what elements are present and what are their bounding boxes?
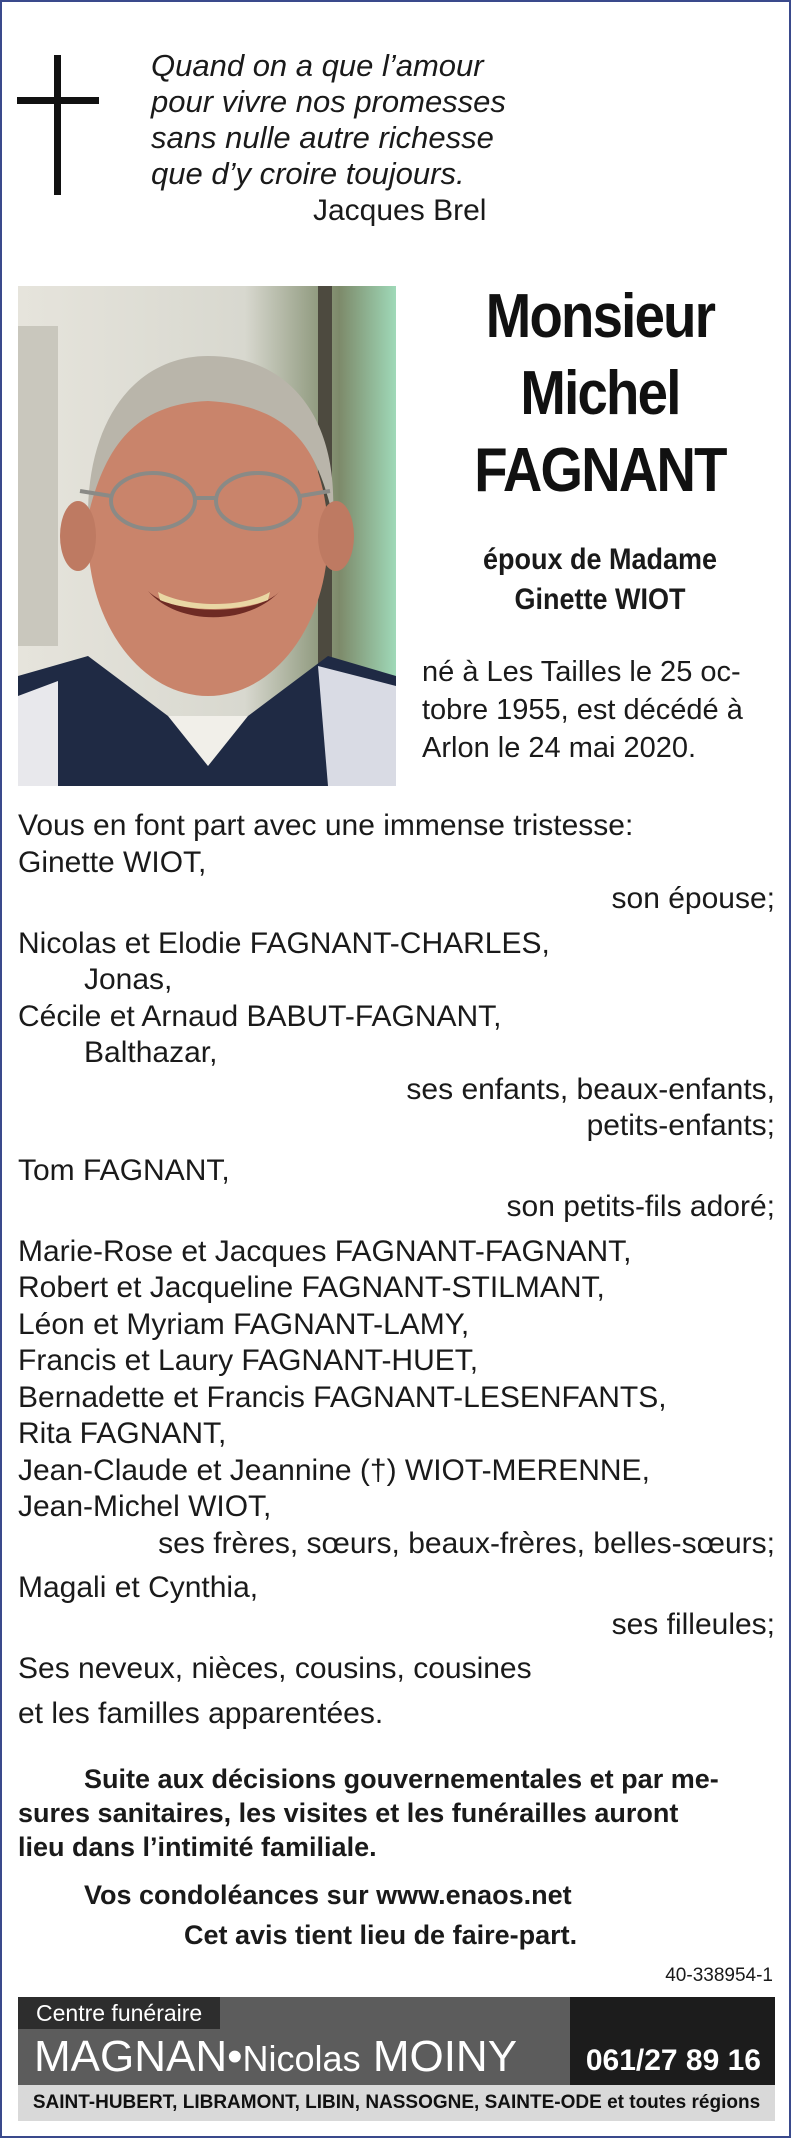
condolences-line: Vos condoléances sur www.enaos.net bbox=[84, 1880, 572, 1910]
goddaughters-role: ses filleules; bbox=[611, 1607, 775, 1641]
brand-first: Nicolas bbox=[242, 2038, 361, 2079]
extended-family: et les familles apparentées. bbox=[18, 1696, 384, 1730]
children-role: petits-enfants; bbox=[586, 1109, 775, 1142]
banner-tag: Centre funéraire bbox=[18, 1997, 220, 2029]
sibling-entry: Bernadette et Francis FAGNANT-LESENFANTS, bbox=[18, 1380, 667, 1414]
first-name: Michel bbox=[520, 359, 680, 428]
notice-block bbox=[18, 1762, 775, 1952]
brand-last: MOINY bbox=[372, 2032, 518, 2081]
spouse-line bbox=[443, 540, 758, 620]
birth-line: né à Les Tailles le 25 oc- bbox=[422, 656, 741, 688]
sibling-entry: Jean-Michel WIOT, bbox=[18, 1490, 272, 1523]
sibling-entry: Rita FAGNANT, bbox=[18, 1417, 227, 1450]
spouse-line-1: époux de Madame bbox=[482, 543, 718, 576]
siblings-role: ses frères, sœurs, beaux-frères, belles-sœurs; bbox=[158, 1526, 775, 1560]
intro: Vous en font part avec une immense tristesse: bbox=[18, 809, 634, 842]
phone-number: 061/27 89 16 bbox=[585, 2044, 761, 2077]
extended-family: Ses neveux, nièces, cousins, cousines bbox=[18, 1652, 532, 1685]
child-entry: Nicolas et Elodie FAGNANT-CHARLES, bbox=[18, 926, 550, 960]
quote-line: sans nulle autre richesse bbox=[151, 120, 494, 155]
goddaughters: Magali et Cynthia, bbox=[18, 1571, 259, 1604]
quote-line: pour vivre nos promesses bbox=[151, 84, 506, 119]
birth-line: Arlon le 24 mai 2020. bbox=[422, 732, 697, 764]
reference-number: 40-338954-1 bbox=[665, 1965, 773, 1986]
grandchild-entry: Balthazar, bbox=[84, 1036, 218, 1069]
sibling-entry: Jean-Claude et Jeannine (†) WIOT-MERENNE, bbox=[18, 1453, 650, 1487]
faire-part-line: Cet avis tient lieu de faire-part. bbox=[184, 1920, 578, 1950]
spouse-line-2: Ginette WIOT bbox=[514, 583, 686, 616]
sibling-entry: Léon et Myriam FAGNANT-LAMY, bbox=[18, 1307, 470, 1341]
notice-line: lieu dans l’intimité familiale. bbox=[18, 1832, 377, 1862]
cross-icon bbox=[17, 55, 99, 195]
child-entry: Cécile et Arnaud BABUT-FAGNANT, bbox=[18, 999, 502, 1033]
grandson-role: son petits-fils adoré; bbox=[506, 1190, 775, 1223]
quote bbox=[151, 48, 506, 192]
portrait-photo bbox=[18, 286, 396, 786]
last-name: FAGNANT bbox=[474, 436, 726, 505]
deceased-name bbox=[425, 278, 775, 509]
grandson: Tom FAGNANT, bbox=[18, 1153, 230, 1187]
brand-main: MAGNAN bbox=[34, 2032, 228, 2081]
quote-line: Quand on a que l’amour bbox=[151, 48, 484, 83]
funeral-home-banner bbox=[18, 1997, 775, 2121]
spouse-role: son épouse; bbox=[611, 882, 775, 915]
honorific: Monsieur bbox=[485, 282, 715, 351]
quote-author: Jacques Brel bbox=[313, 194, 487, 227]
birth-line: tobre 1955, est décédé à bbox=[422, 694, 743, 726]
children-role: ses enfants, beaux-enfants, bbox=[406, 1072, 775, 1106]
birth-death-info bbox=[422, 653, 778, 767]
brand-sep: • bbox=[227, 2032, 243, 2081]
sibling-entry: Marie-Rose et Jacques FAGNANT-FAGNANT, bbox=[18, 1234, 632, 1268]
family-list bbox=[18, 808, 775, 1732]
notice-line: sures sanitaires, les visites et les funérailles auront bbox=[18, 1798, 679, 1828]
sibling-entry: Francis et Laury FAGNANT-HUET, bbox=[18, 1344, 479, 1377]
sibling-entry: Robert et Jacqueline FAGNANT-STILMANT, bbox=[18, 1271, 605, 1304]
locations-strip: SAINT-HUBERT, LIBRAMONT, LIBIN, NASSOGNE, SAINTE-ODE et toutes régions bbox=[18, 2085, 775, 2121]
spouse-name: Ginette WIOT, bbox=[18, 845, 207, 879]
brand-name bbox=[34, 2031, 517, 2085]
grandchild-entry: Jonas, bbox=[84, 963, 173, 996]
quote-line: que d’y croire toujours. bbox=[151, 156, 465, 191]
notice-line: Suite aux décisions gouvernementales et par me- bbox=[84, 1764, 719, 1794]
